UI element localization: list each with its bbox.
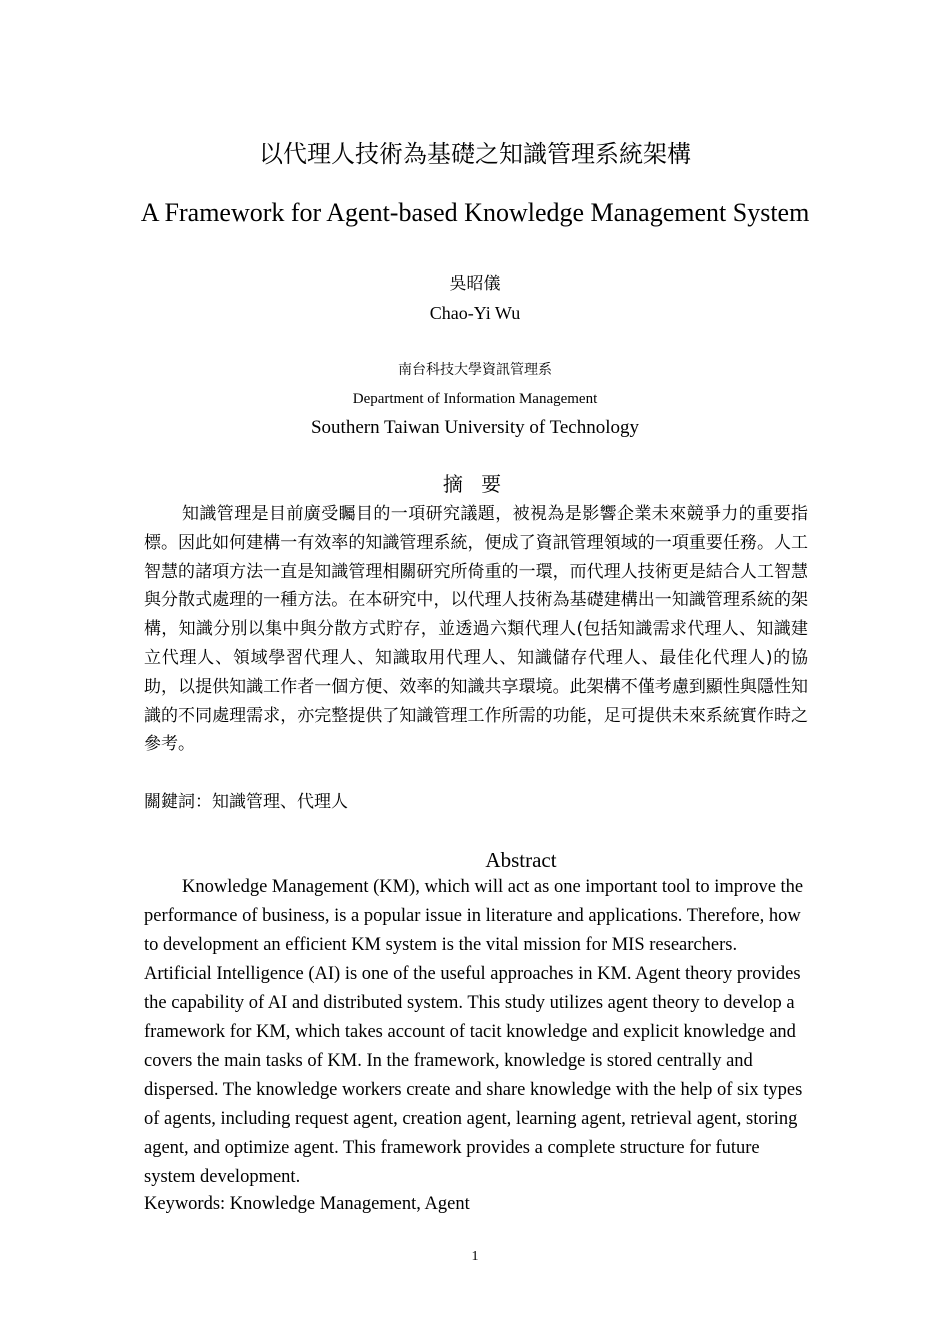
title-english: A Framework for Agent-based Knowledge Management System: [140, 198, 810, 227]
abstract-heading-chinese: 摘 要: [442, 472, 508, 496]
abstract-paragraph-english: Knowledge Management (KM), which will act as one important tool to improve the performance of business, is a popular issue in literature and applications. Therefore, how to development an efficient KM system is the vital mission for MIS researchers. Artificial Intelligence (AI) is one of the useful approaches in KM. Agent theory provides the capability of AI and distributed system. This study utilizes agent theory to develop a framework for KM, which takes account of tacit knowledge and explicit knowledge and covers the main tasks of KM. In the framework, knowledge is stored centrally and dispersed. The knowledge workers create and share knowledge with the help of six types of agents, including request agent, creation agent, learning agent, retrieval agent, storing agent, and optimize agent. This framework provides a complete structure for future system development.: [144, 877, 804, 1187]
department-chinese: 南台科技大學資訊管理系: [398, 362, 552, 378]
abstract-paragraph-chinese: 知識管理是目前廣受矚目的一項研究議題，被視為是影響企業未來競爭力的重要指標。因此如何建構一有效率的知識管理系統，便成了資訊管理領域的一項重要任務。人工智慧的諸項方法一直是知識管理相關研究所倚重的一環，而代理人技術更是結合人工智慧與分散式處理的一種方法。在本研究中，以代理人技術為基礎建構出一知識管理系統的架構，知識分別以集中與分散方式貯存，並透過六類代理人(包括知識需求代理人、知識建立代理人、領域學習代理人、知識取用代理人、知識儲存代理人、最佳化代理人)的協助，以提供知識工作者一個方便、效率的知識共享環境。此架構不僅考慮到顯性與隱性知識的不同處理需求，亦完整提供了知識管理工作所需的功能，足可提供未來系統實作時之參考。: [144, 504, 808, 755]
keywords-chinese: 關鍵詞：知識管理、代理人: [144, 792, 348, 812]
keywords-english: Keywords: Knowledge Management, Agent: [144, 1194, 470, 1214]
department-english: Department of Information Management: [352, 391, 598, 407]
abstract-body-chinese: [144, 500, 808, 759]
university-english: Southern Taiwan University of Technology: [310, 417, 640, 438]
abstract-heading-english: Abstract: [485, 848, 557, 872]
author-name-english: Chao-Yi Wu: [429, 303, 521, 323]
abstract-body-english: [144, 873, 808, 1192]
page-number: 1: [471, 1249, 479, 1264]
title-chinese: 以代理人技術為基礎之知識管理系統架構: [259, 140, 691, 168]
author-name-chinese: 吳昭儀: [449, 274, 501, 294]
